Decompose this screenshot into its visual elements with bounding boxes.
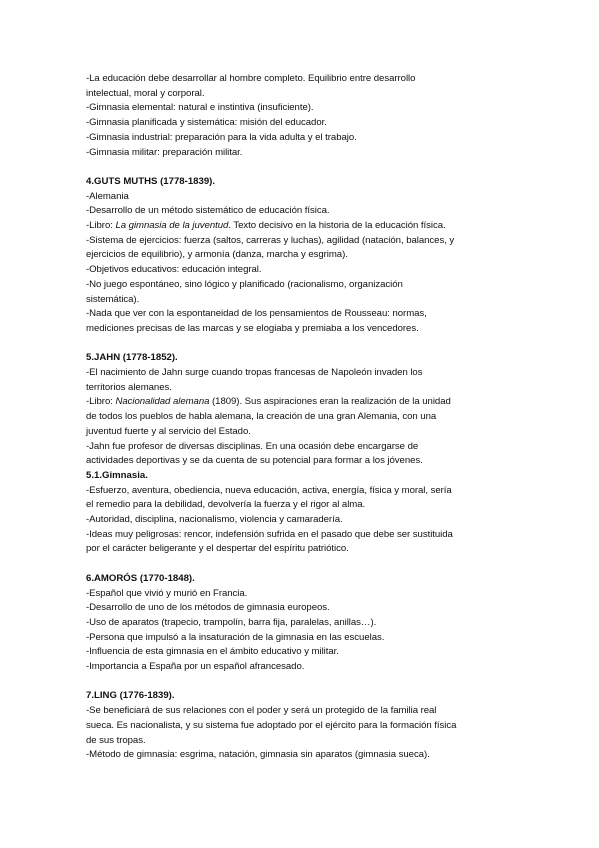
text-line: -Uso de aparatos (trapecio, trampolín, barra fija, paralelas, anillas…).	[86, 616, 377, 628]
text-line: -Alemania	[86, 190, 129, 202]
text-line: -Objetivos educativos: educación integral.	[86, 264, 262, 276]
section-heading: 4.GUTS MUTHS (1778-1839).	[86, 175, 216, 187]
text-line: -Español que vivió y murió en Francia.	[86, 587, 248, 599]
text-line: de todos los pueblos de habla alemana, la creación de una gran Alemania, con una	[86, 411, 437, 423]
text-line: -No juego espontáneo, sino lógico y planificado (racionalismo, organización	[86, 278, 403, 290]
amoros-section	[86, 572, 539, 675]
text-line: mediciones precisas de las marcas y se elogiaba y premiaba a los vencedores.	[86, 322, 419, 334]
text-line: -Autoridad, disciplina, nacionalismo, violencia y camaradería.	[86, 514, 343, 526]
text-line: -Ideas muy peligrosas: rencor, indefensión sufrida en el pasado que debe ser sustituida	[86, 528, 453, 540]
text-line: el remedio para la debilidad, devolvería la fuerza y el rigor al alma.	[86, 499, 366, 511]
text-line: -Influencia de esta gimnasia en el ámbito educativo y militar.	[86, 646, 339, 658]
text-line: juventud fuerte y al servicio del Estado.	[86, 425, 251, 437]
intro-section	[86, 72, 539, 160]
section-heading: 7.LING (1776-1839).	[86, 690, 175, 702]
text-line: -Persona que impulsó a la insaturación de la gimnasia en las escuelas.	[86, 631, 385, 643]
text-line: -Nada que ver con la espontaneidad de los pensamientos de Rousseau: normas,	[86, 308, 427, 320]
text-line: -Se beneficiará de sus relaciones con el poder y será un protegido de la familia real	[86, 705, 437, 717]
book-title: La gimnasia de la juventud	[115, 220, 229, 232]
text-line: actividades deportivas y se da cuenta de su potencial para formar a los jóvenes.	[86, 455, 423, 467]
spacer	[86, 675, 539, 690]
spacer	[86, 337, 539, 352]
text-line: -La educación debe desarrollar al hombre completo. Equilibrio entre desarrollo	[86, 73, 416, 84]
text-line: -Desarrollo de uno de los métodos de gimnasia europeos.	[86, 602, 330, 614]
text-line: -Esfuerzo, aventura, obediencia, nueva educación, activa, energía, física y moral, sería	[86, 484, 452, 496]
subsection-heading: 5.1.Gimnasia.	[86, 469, 148, 481]
text-line: -Jahn fue profesor de diversas disciplinas. En una ocasión debe encargarse de	[86, 440, 419, 452]
text-line: -Gimnasia elemental: natural e instintiva (insuficiente).	[86, 102, 314, 114]
ling-section	[86, 689, 539, 763]
text-line: ejercicios de equilibrio), y armonía (danza, marcha y esgrima).	[86, 249, 348, 261]
text-fragment: -Libro:	[86, 220, 116, 232]
section-heading: 5.JAHN (1778-1852).	[86, 352, 178, 364]
text-line: sistemática).	[86, 293, 140, 305]
guts-muths-section	[86, 175, 539, 337]
text-line: territorios alemanes.	[86, 381, 172, 393]
text-line: -El nacimiento de Jahn surge cuando tropas francesas de Napoleón invaden los	[86, 367, 423, 379]
book-title: Nacionalidad alemana	[115, 396, 210, 408]
text-line: -Gimnasia planificada y sistemática: misión del educador.	[86, 117, 327, 129]
text-line: intelectual, moral y corporal.	[86, 87, 205, 99]
text-line: -Sistema de ejercicios: fuerza (saltos, carreras y luchas), agilidad (natación, balances, y	[86, 234, 455, 246]
text-line: de sus tropas.	[86, 734, 146, 746]
text-line-book	[86, 219, 539, 234]
text-fragment: (1809). Sus aspiraciones eran la realización de la unidad	[209, 396, 451, 408]
text-line: -Desarrollo de un método sistemático de educación física.	[86, 205, 330, 217]
text-line: -Método de gimnasia: esgrima, natación, gimnasia sin aparatos (gimnasia sueca).	[86, 749, 430, 761]
text-line: -Importancia a España por un español afrancesado.	[86, 661, 305, 673]
text-line: por el carácter beligerante y el despertar del espíritu patriótico.	[86, 543, 349, 555]
text-line: -Gimnasia industrial: preparación para la vida adulta y el trabajo.	[86, 131, 357, 143]
text-line: -Gimnasia militar: preparación militar.	[86, 146, 243, 158]
text-line-book	[86, 395, 539, 410]
text-fragment: . Texto decisivo en la historia de la educación física.	[228, 220, 446, 232]
section-heading: 6.AMORÓS (1770-1848).	[86, 572, 195, 584]
spacer	[86, 557, 539, 572]
text-line: sueca. Es nacionalista, y su sistema fue adoptado por el ejército para la formación física	[86, 719, 457, 731]
text-fragment: -Libro:	[86, 396, 116, 408]
spacer	[86, 160, 539, 175]
jahn-section	[86, 351, 539, 557]
